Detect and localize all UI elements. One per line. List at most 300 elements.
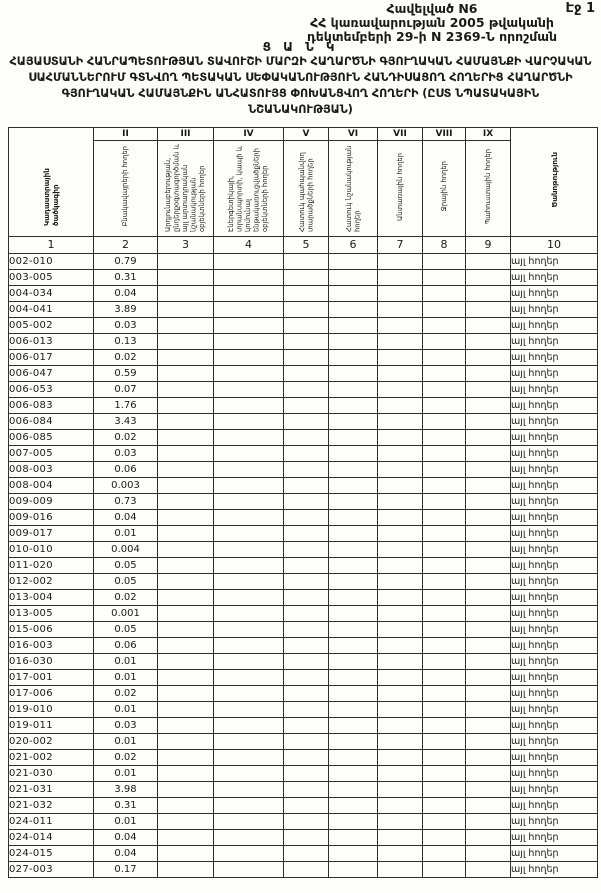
settlement-land-value-cell: 0.01: [94, 670, 158, 686]
empty-cell: [158, 846, 214, 862]
column-number-3: 3: [158, 237, 214, 254]
header-note: Ծանոթություն: [511, 128, 598, 237]
empty-cell: [466, 702, 511, 718]
roman-numeral-VII: VII: [378, 128, 423, 141]
empty-cell: [284, 734, 329, 750]
empty-cell: [329, 734, 378, 750]
empty-cell: [378, 526, 423, 542]
table-row: [9, 542, 598, 558]
table-row: [9, 862, 598, 878]
empty-cell: [284, 670, 329, 686]
cadastral-code-cell: 008-004: [9, 478, 94, 494]
note-cell: այլ հողեր: [511, 382, 598, 398]
header-water-lands: Ջրային հողեր: [423, 141, 466, 237]
settlement-land-value-cell: 0.07: [94, 382, 158, 398]
table-row: [9, 606, 598, 622]
empty-cell: [214, 654, 284, 670]
table-row: [9, 414, 598, 430]
empty-cell: [214, 638, 284, 654]
table-row: [9, 478, 598, 494]
empty-cell: [423, 558, 466, 574]
empty-cell: [423, 846, 466, 862]
cadastral-code-cell: 019-011: [9, 718, 94, 734]
header-special-purpose-lands: Հատուկ նշանակության հողեր: [329, 141, 378, 237]
empty-cell: [423, 782, 466, 798]
empty-cell: [378, 686, 423, 702]
column-number-10: 10: [511, 237, 598, 254]
table-row: [9, 318, 598, 334]
empty-cell: [329, 398, 378, 414]
note-cell: այլ հողեր: [511, 478, 598, 494]
settlement-land-value-cell: 3.43: [94, 414, 158, 430]
cadastral-code-cell: 020-002: [9, 734, 94, 750]
cadastral-code-cell: 021-032: [9, 798, 94, 814]
empty-cell: [423, 366, 466, 382]
empty-cell: [284, 606, 329, 622]
settlement-land-value-cell: 0.06: [94, 462, 158, 478]
cadastral-code-cell: 027-003: [9, 862, 94, 878]
empty-cell: [158, 862, 214, 878]
empty-cell: [158, 814, 214, 830]
empty-cell: [158, 766, 214, 782]
empty-cell: [214, 446, 284, 462]
empty-cell: [158, 718, 214, 734]
table-row: [9, 750, 598, 766]
roman-numeral-II: II: [94, 128, 158, 141]
settlement-land-value-cell: 0.03: [94, 318, 158, 334]
empty-cell: [158, 286, 214, 302]
empty-cell: [284, 782, 329, 798]
empty-cell: [466, 846, 511, 862]
empty-cell: [423, 478, 466, 494]
cadastral-code-cell: 006-083: [9, 398, 94, 414]
empty-cell: [466, 590, 511, 606]
empty-cell: [284, 638, 329, 654]
settlement-land-value-cell: 0.04: [94, 830, 158, 846]
settlement-land-value-cell: 0.01: [94, 702, 158, 718]
empty-cell: [329, 622, 378, 638]
empty-cell: [466, 414, 511, 430]
empty-cell: [423, 718, 466, 734]
roman-numeral-III: III: [158, 128, 214, 141]
cadastral-code-cell: 024-015: [9, 846, 94, 862]
appendix-line-3: դեկտեմբերի 29-ի N 2369-Ն որոշման: [306, 29, 558, 44]
empty-cell: [284, 350, 329, 366]
table-row: [9, 702, 598, 718]
cadastral-code-cell: 006-085: [9, 430, 94, 446]
empty-cell: [466, 286, 511, 302]
empty-cell: [466, 478, 511, 494]
empty-cell: [423, 862, 466, 878]
note-cell: այլ հողեր: [511, 862, 598, 878]
empty-cell: [329, 542, 378, 558]
empty-cell: [214, 494, 284, 510]
settlement-land-value-cell: 0.03: [94, 446, 158, 462]
empty-cell: [329, 334, 378, 350]
table-row: [9, 574, 598, 590]
note-cell: այլ հողեր: [511, 398, 598, 414]
empty-cell: [466, 494, 511, 510]
empty-cell: [423, 398, 466, 414]
empty-cell: [423, 830, 466, 846]
empty-cell: [329, 494, 378, 510]
empty-cell: [284, 846, 329, 862]
empty-cell: [423, 606, 466, 622]
empty-cell: [378, 366, 423, 382]
empty-cell: [423, 750, 466, 766]
note-cell: այլ հողեր: [511, 446, 598, 462]
roman-numeral-VIII: VIII: [423, 128, 466, 141]
empty-cell: [378, 430, 423, 446]
empty-cell: [284, 510, 329, 526]
cadastral-code-cell: 008-003: [9, 462, 94, 478]
column-number-1: 1: [9, 237, 94, 254]
empty-cell: [378, 350, 423, 366]
header-industrial-lands: Արդյունաբերության, ընդերքօգտագործման և այլ արտադրական նշանակության օբյեկտների հողեր: [158, 141, 214, 237]
empty-cell: [466, 318, 511, 334]
empty-cell: [158, 782, 214, 798]
empty-cell: [158, 270, 214, 286]
empty-cell: [378, 382, 423, 398]
empty-cell: [214, 862, 284, 878]
empty-cell: [214, 686, 284, 702]
table-row: [9, 398, 598, 414]
note-cell: այլ հողեր: [511, 798, 598, 814]
note-cell: այլ հողեր: [511, 734, 598, 750]
cadastral-code-cell: 006-084: [9, 414, 94, 430]
empty-cell: [284, 302, 329, 318]
empty-cell: [423, 734, 466, 750]
empty-cell: [378, 462, 423, 478]
empty-cell: [466, 686, 511, 702]
empty-cell: [329, 766, 378, 782]
table-row: [9, 590, 598, 606]
empty-cell: [378, 638, 423, 654]
empty-cell: [214, 526, 284, 542]
empty-cell: [284, 542, 329, 558]
empty-cell: [423, 430, 466, 446]
empty-cell: [466, 254, 511, 270]
empty-cell: [214, 366, 284, 382]
empty-cell: [214, 590, 284, 606]
note-cell: այլ հողեր: [511, 670, 598, 686]
cadastral-code-cell: 013-004: [9, 590, 94, 606]
cadastral-code-cell: 016-003: [9, 638, 94, 654]
appendix-line-2: ՀՀ կառավարության 2005 թվականի: [310, 15, 554, 30]
empty-cell: [158, 734, 214, 750]
cadastral-code-cell: 021-030: [9, 766, 94, 782]
empty-cell: [214, 270, 284, 286]
cadastral-code-cell: 007-005: [9, 446, 94, 462]
empty-cell: [378, 814, 423, 830]
empty-cell: [378, 398, 423, 414]
empty-cell: [284, 382, 329, 398]
empty-cell: [378, 318, 423, 334]
vertical-header-row: [9, 141, 598, 237]
note-cell: այլ հողեր: [511, 526, 598, 542]
empty-cell: [329, 670, 378, 686]
note-cell: այլ հողեր: [511, 542, 598, 558]
empty-cell: [378, 334, 423, 350]
empty-cell: [329, 430, 378, 446]
empty-cell: [158, 302, 214, 318]
empty-cell: [378, 558, 423, 574]
note-cell: այլ հողեր: [511, 830, 598, 846]
empty-cell: [423, 350, 466, 366]
note-cell: այլ հողեր: [511, 286, 598, 302]
table-row: [9, 494, 598, 510]
empty-cell: [158, 318, 214, 334]
empty-cell: [214, 670, 284, 686]
empty-cell: [378, 478, 423, 494]
empty-cell: [423, 622, 466, 638]
empty-cell: [466, 718, 511, 734]
empty-cell: [329, 302, 378, 318]
note-cell: այլ հողեր: [511, 254, 598, 270]
cadastral-code-cell: 006-013: [9, 334, 94, 350]
empty-cell: [466, 446, 511, 462]
table-row: [9, 366, 598, 382]
empty-cell: [284, 270, 329, 286]
empty-cell: [158, 382, 214, 398]
settlement-land-value-cell: 1.76: [94, 398, 158, 414]
empty-cell: [329, 782, 378, 798]
empty-cell: [466, 558, 511, 574]
table-row: [9, 286, 598, 302]
header-settlement-lands: Բնակավայրերի հողեր: [94, 141, 158, 237]
empty-cell: [329, 286, 378, 302]
empty-cell: [466, 750, 511, 766]
settlement-land-value-cell: 0.01: [94, 766, 158, 782]
settlement-land-value-cell: 0.13: [94, 334, 158, 350]
empty-cell: [214, 542, 284, 558]
cadastral-code-cell: 024-014: [9, 830, 94, 846]
settlement-land-value-cell: 0.03: [94, 718, 158, 734]
empty-cell: [329, 254, 378, 270]
empty-cell: [378, 718, 423, 734]
cadastral-code-cell: 002-010: [9, 254, 94, 270]
empty-cell: [378, 414, 423, 430]
empty-cell: [329, 702, 378, 718]
empty-cell: [158, 542, 214, 558]
settlement-land-value-cell: 0.05: [94, 574, 158, 590]
table-row: [9, 846, 598, 862]
cadastral-code-cell: 010-010: [9, 542, 94, 558]
empty-cell: [158, 590, 214, 606]
appendix-header: [263, 2, 601, 44]
empty-cell: [423, 414, 466, 430]
empty-cell: [284, 254, 329, 270]
note-cell: այլ հողեր: [511, 366, 598, 382]
empty-cell: [214, 798, 284, 814]
empty-cell: [329, 638, 378, 654]
empty-cell: [423, 462, 466, 478]
empty-cell: [214, 254, 284, 270]
empty-cell: [423, 670, 466, 686]
empty-cell: [284, 590, 329, 606]
empty-cell: [158, 830, 214, 846]
note-cell: այլ հողեր: [511, 654, 598, 670]
empty-cell: [378, 446, 423, 462]
empty-cell: [329, 366, 378, 382]
header-cadastral-code: Կադաստրային ծածկագիր: [9, 128, 94, 237]
empty-cell: [466, 782, 511, 798]
empty-cell: [329, 814, 378, 830]
roman-numeral-V: V: [284, 128, 329, 141]
empty-cell: [378, 654, 423, 670]
settlement-land-value-cell: 0.02: [94, 590, 158, 606]
note-cell: այլ հողեր: [511, 686, 598, 702]
empty-cell: [214, 478, 284, 494]
table-row: [9, 446, 598, 462]
empty-cell: [378, 590, 423, 606]
column-number-6: 6: [329, 237, 378, 254]
empty-cell: [158, 446, 214, 462]
settlement-land-value-cell: 0.06: [94, 638, 158, 654]
note-cell: այլ հողեր: [511, 302, 598, 318]
empty-cell: [158, 366, 214, 382]
note-cell: այլ հողեր: [511, 718, 598, 734]
column-number-2: 2: [94, 237, 158, 254]
empty-cell: [466, 366, 511, 382]
empty-cell: [158, 606, 214, 622]
settlement-land-value-cell: 0.001: [94, 606, 158, 622]
empty-cell: [423, 574, 466, 590]
empty-cell: [158, 334, 214, 350]
empty-cell: [329, 462, 378, 478]
table-row: [9, 830, 598, 846]
empty-cell: [423, 382, 466, 398]
empty-cell: [329, 846, 378, 862]
note-cell: այլ հողեր: [511, 510, 598, 526]
empty-cell: [329, 526, 378, 542]
table-row: [9, 382, 598, 398]
empty-cell: [284, 398, 329, 414]
cadastral-code-cell: 009-009: [9, 494, 94, 510]
cadastral-code-cell: 005-002: [9, 318, 94, 334]
table-row: [9, 302, 598, 318]
empty-cell: [284, 318, 329, 334]
table-row: [9, 270, 598, 286]
empty-cell: [158, 686, 214, 702]
empty-cell: [284, 430, 329, 446]
table-row: [9, 686, 598, 702]
empty-cell: [329, 590, 378, 606]
empty-cell: [466, 638, 511, 654]
settlement-land-value-cell: 0.02: [94, 686, 158, 702]
empty-cell: [214, 462, 284, 478]
settlement-land-value-cell: 0.17: [94, 862, 158, 878]
empty-cell: [158, 254, 214, 270]
cadastral-code-cell: 019-010: [9, 702, 94, 718]
empty-cell: [214, 510, 284, 526]
column-number-row: [9, 237, 598, 254]
empty-cell: [466, 574, 511, 590]
empty-cell: [423, 334, 466, 350]
table-row: [9, 462, 598, 478]
empty-cell: [329, 830, 378, 846]
cadastral-code-cell: 013-005: [9, 606, 94, 622]
empty-cell: [378, 286, 423, 302]
cadastral-code-cell: 004-041: [9, 302, 94, 318]
empty-cell: [423, 686, 466, 702]
empty-cell: [214, 334, 284, 350]
empty-cell: [378, 606, 423, 622]
empty-cell: [466, 382, 511, 398]
empty-cell: [423, 814, 466, 830]
note-cell: այլ հողեր: [511, 334, 598, 350]
header-reserve-lands: Պահուստային հողեր: [466, 141, 511, 237]
settlement-land-value-cell: 0.003: [94, 478, 158, 494]
empty-cell: [158, 414, 214, 430]
empty-cell: [466, 334, 511, 350]
empty-cell: [284, 526, 329, 542]
empty-cell: [378, 862, 423, 878]
empty-cell: [284, 446, 329, 462]
note-cell: այլ հողեր: [511, 622, 598, 638]
settlement-land-value-cell: 0.01: [94, 814, 158, 830]
empty-cell: [423, 542, 466, 558]
empty-cell: [284, 622, 329, 638]
empty-cell: [158, 510, 214, 526]
header-infrastructure-lands: Էներգետիկայի, տրանսպորտի, կապի և կոմունալ ենթակառուցվածքների օբյեկտների հողեր: [214, 141, 284, 237]
empty-cell: [329, 478, 378, 494]
empty-cell: [466, 462, 511, 478]
empty-cell: [214, 814, 284, 830]
cadastral-code-cell: 009-016: [9, 510, 94, 526]
empty-cell: [329, 318, 378, 334]
empty-cell: [158, 478, 214, 494]
column-number-9: 9: [466, 237, 511, 254]
settlement-land-value-cell: 0.004: [94, 542, 158, 558]
settlement-land-value-cell: 0.02: [94, 350, 158, 366]
empty-cell: [329, 718, 378, 734]
empty-cell: [423, 318, 466, 334]
empty-cell: [329, 862, 378, 878]
empty-cell: [423, 510, 466, 526]
empty-cell: [378, 670, 423, 686]
column-number-4: 4: [214, 237, 284, 254]
settlement-land-value-cell: 0.59: [94, 366, 158, 382]
land-parcels-table: [8, 127, 598, 878]
empty-cell: [284, 862, 329, 878]
empty-cell: [214, 606, 284, 622]
table-row: [9, 622, 598, 638]
empty-cell: [329, 654, 378, 670]
cadastral-code-cell: 017-006: [9, 686, 94, 702]
empty-cell: [378, 782, 423, 798]
table-row: [9, 670, 598, 686]
empty-cell: [466, 526, 511, 542]
empty-cell: [284, 798, 329, 814]
empty-cell: [378, 846, 423, 862]
cadastral-code-cell: 011-020: [9, 558, 94, 574]
empty-cell: [158, 654, 214, 670]
empty-cell: [423, 526, 466, 542]
table-row: [9, 510, 598, 526]
empty-cell: [378, 270, 423, 286]
cadastral-code-cell: 006-047: [9, 366, 94, 382]
empty-cell: [378, 622, 423, 638]
empty-cell: [466, 798, 511, 814]
settlement-land-value-cell: 0.04: [94, 510, 158, 526]
empty-cell: [284, 462, 329, 478]
empty-cell: [466, 830, 511, 846]
empty-cell: [466, 302, 511, 318]
settlement-land-value-cell: 3.89: [94, 302, 158, 318]
empty-cell: [423, 494, 466, 510]
empty-cell: [214, 398, 284, 414]
